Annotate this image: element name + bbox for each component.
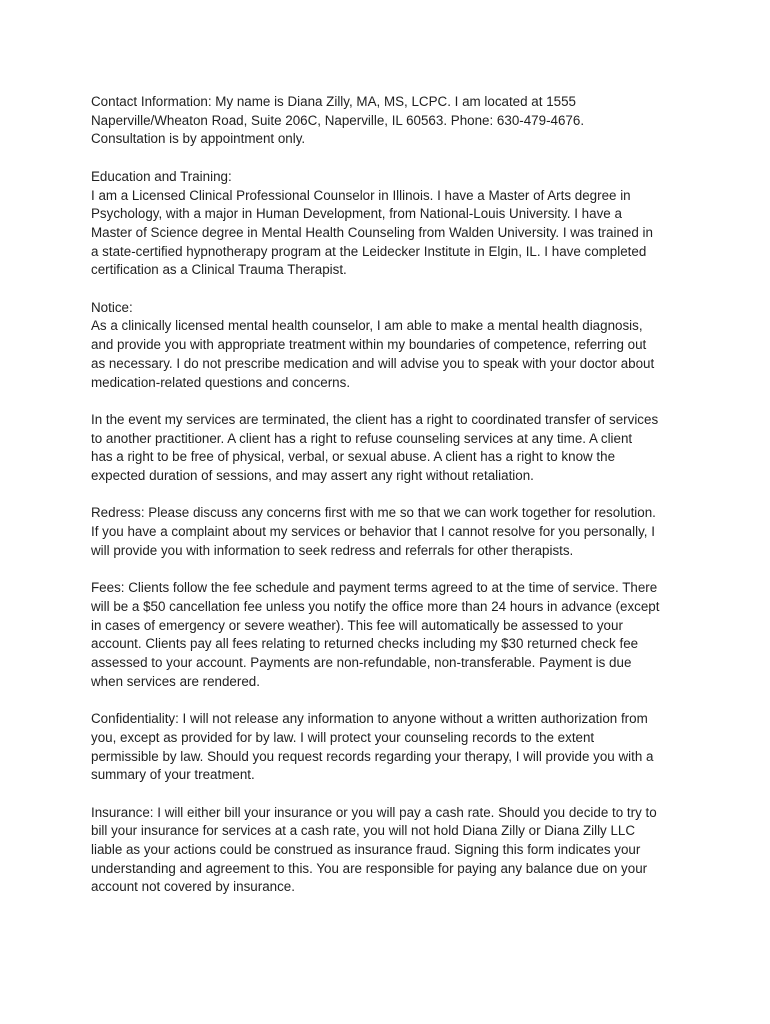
text-line: In the event my services are terminated, the client has a right to coordinated transfer of services — [91, 411, 659, 427]
section-heading: Education and Training: — [91, 168, 232, 184]
text-line: to another practitioner. A client has a right to refuse counseling services at any time. A client — [91, 430, 633, 446]
document-body — [91, 93, 691, 916]
text-line: will be a $50 cancellation fee unless you notify the office more than 24 hours in advance (except — [91, 598, 660, 614]
text-line: Insurance: I will either bill your insurance or you will pay a cash rate. Should you decide to try to — [91, 804, 657, 820]
paragraph-confidentiality — [91, 710, 691, 785]
paragraph-education-training — [91, 168, 691, 280]
text-line: I am a Licensed Clinical Professional Counselor in Illinois. I have a Master of Arts degree in — [91, 187, 631, 203]
text-line: account. Clients pay all fees relating to returned checks including my $30 returned check fee — [91, 636, 639, 652]
text-line: account not covered by insurance. — [91, 879, 295, 895]
text-line: As a clinically licensed mental health counselor, I am able to make a mental health diagnosis, — [91, 318, 643, 334]
text-line: and provide you with appropriate treatment within my boundaries of competence, referring out — [91, 337, 647, 353]
text-line: summary of your treatment. — [91, 767, 255, 783]
text-line: Contact Information: My name is Diana Zilly, MA, MS, LCPC. I am located at 1555 — [91, 94, 576, 109]
text-line: when services are rendered. — [91, 673, 260, 689]
text-line: bill your insurance for services at a cash rate, you will not hold Diana Zilly or Diana Zilly LLC — [91, 823, 636, 839]
text-line: in cases of emergency or severe weather). This fee will automatically be assessed to your — [91, 617, 623, 633]
paragraph-notice — [91, 299, 691, 393]
text-line: Redress: Please discuss any concerns first with me so that we can work together for resolution. — [91, 505, 656, 521]
text-line: Master of Science degree in Mental Health Counseling from Walden University. I was trained in — [91, 224, 653, 240]
text-line: as necessary. I do not prescribe medication and will advise you to speak with your doctor about — [91, 355, 655, 371]
text-line: permissible by law. Should you request records regarding your therapy, I will provide you with a — [91, 748, 654, 764]
section-heading: Notice: — [91, 299, 133, 315]
text-line: will provide you with information to seek redress and referrals for other therapists. — [91, 542, 574, 558]
paragraph-insurance — [91, 804, 691, 898]
paragraph-fees — [91, 579, 691, 691]
text-line: assessed to your account. Payments are non-refundable, non-transferable. Payment is due — [91, 655, 632, 671]
text-line: certification as a Clinical Trauma Therapist. — [91, 262, 347, 278]
text-line: has a right to be free of physical, verbal, or sexual abuse. A client has a right to know the — [91, 449, 616, 465]
text-line: understanding and agreement to this. You are responsible for paying any balance due on your — [91, 860, 648, 876]
text-line: Psychology, with a major in Human Development, from National-Louis University. I have a — [91, 206, 622, 222]
paragraph-termination-rights — [91, 411, 691, 486]
text-line: expected duration of sessions, and may assert any right without retaliation. — [91, 468, 534, 484]
text-line: medication-related questions and concerns. — [91, 374, 351, 390]
text-line: Fees: Clients follow the fee schedule and payment terms agreed to at the time of service. There — [91, 580, 658, 596]
text-line: Consultation is by appointment only. — [91, 131, 306, 147]
paragraph-redress — [91, 504, 691, 560]
text-line: liable as your actions could be construed as insurance fraud. Signing this form indicates your — [91, 842, 641, 858]
text-line: Confidentiality: I will not release any information to anyone without a written authorization from — [91, 711, 648, 727]
text-line: a state-certified hypnotherapy program at the Leidecker Institute in Elgin, IL. I have completed — [91, 243, 647, 259]
text-line: If you have a complaint about my services or behavior that I cannot resolve for you personally, I — [91, 524, 655, 540]
paragraph-contact-information — [91, 93, 691, 149]
text-line: Naperville/Wheaton Road, Suite 206C, Naperville, IL 60563. Phone: 630-479-4676. — [91, 112, 585, 128]
text-line: you, except as provided for by law. I will protect your counseling records to the extent — [91, 729, 595, 745]
